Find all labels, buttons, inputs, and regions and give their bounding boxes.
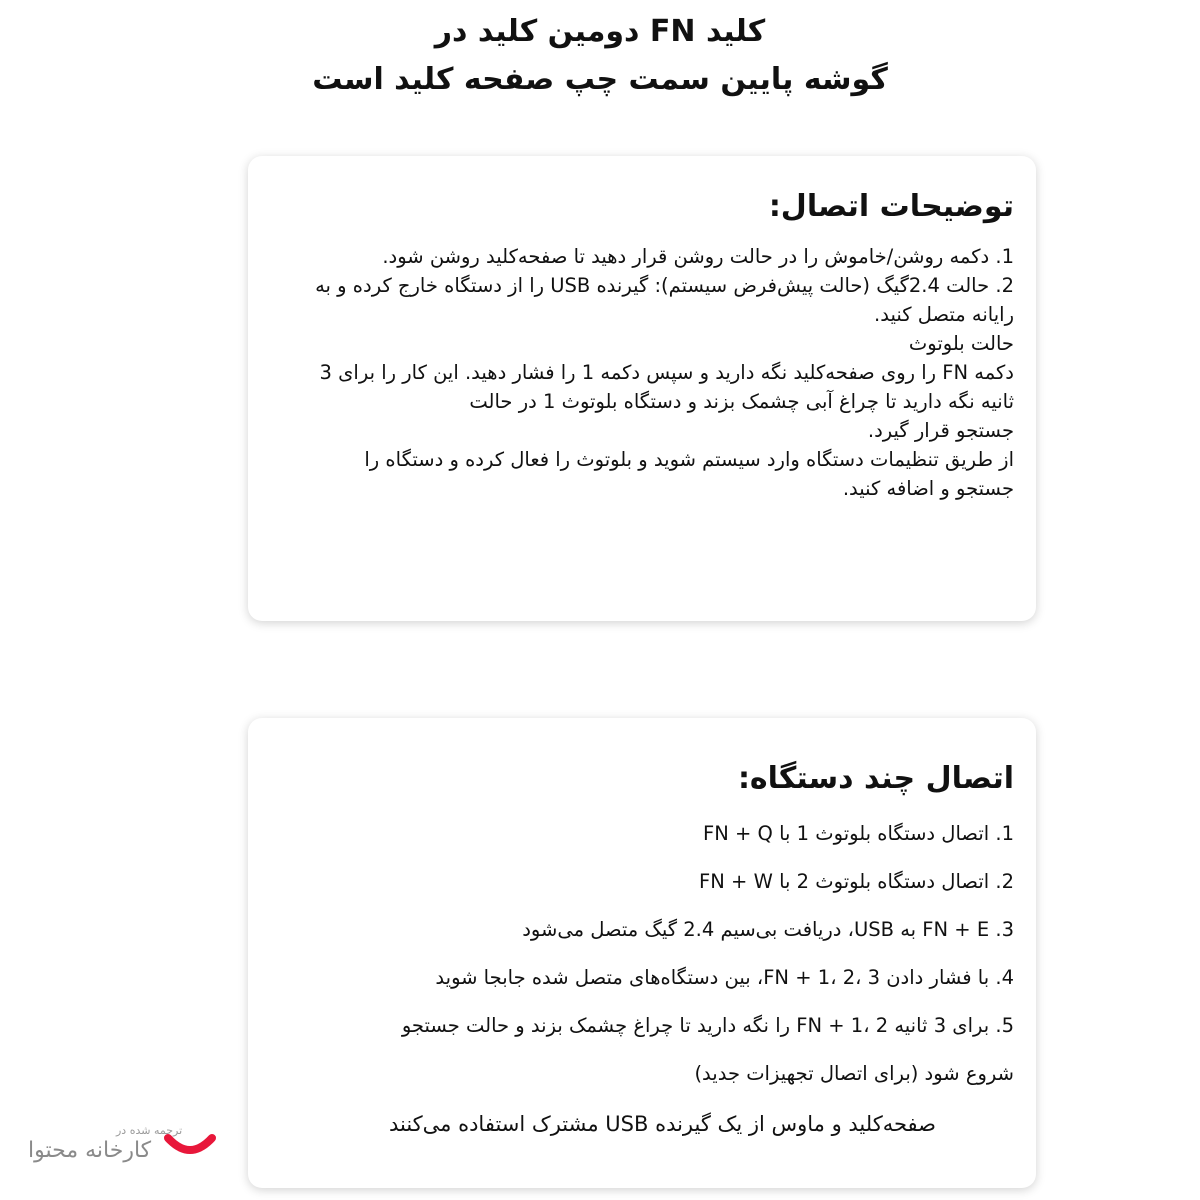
- watermark-brand-text: کارخانه محتوا: [28, 1138, 152, 1163]
- connection-line: جستجو و اضافه کنید.: [842, 477, 1014, 500]
- connection-line: رایانه متصل کنید.: [874, 303, 1014, 326]
- heading-line-1: کلید FN دومین کلید در: [434, 14, 766, 49]
- multi-device-card: [248, 718, 1036, 1188]
- page-heading: [200, 8, 1000, 104]
- multi-device-line: 5. برای 3 ثانیه 2 ،1 + FN را نگه دارید تا چراغ چشمک بزند و حالت جستجو: [401, 1014, 1014, 1037]
- connection-card-title: توضیحات اتصال:: [768, 189, 1014, 224]
- smile-logo-icon: [162, 1128, 218, 1158]
- shared-receiver-note: صفحه‌کلید و ماوس از یک گیرنده USB مشترک استفاده می‌کنند: [388, 1112, 936, 1136]
- multi-device-line: شروع شود (برای اتصال تجهیزات جدید): [694, 1062, 1014, 1085]
- connection-line: ثانیه نگه دارید تا چراغ آبی چشمک بزند و دستگاه بلوتوث 1 در حالت: [469, 390, 1014, 413]
- multi-device-line: 2. اتصال دستگاه بلوتوث 2 با FN + W: [699, 870, 1014, 893]
- heading-line-2: گوشه پایین سمت چپ صفحه کلید است: [312, 62, 888, 97]
- multi-device-line: 4. با فشار دادن 3 ،2 ،1 + FN، بین دستگاه‌های متصل شده جابجا شوید: [435, 966, 1014, 989]
- connection-line: دکمه FN را روی صفحه‌کلید نگه دارید و سپس دکمه 1 را فشار دهید. این کار را برای 3: [319, 361, 1014, 384]
- watermark-small-text: ترجمه شده در: [116, 1124, 183, 1137]
- connection-line: حالت بلوتوث: [908, 332, 1014, 355]
- connection-line: 2. حالت 2.4گیگ (حالت پیش‌فرض سیستم): گیرنده USB را از دستگاه خارج کرده و به: [315, 274, 1014, 297]
- watermark-logo: [28, 1122, 228, 1172]
- connection-instructions-card: [248, 156, 1036, 621]
- connection-line: 1. دکمه روشن/خاموش را در حالت روشن قرار دهید تا صفحه‌کلید روشن شود.: [382, 245, 1014, 268]
- connection-line: جستجو قرار گیرد.: [867, 419, 1014, 442]
- multi-device-card-title: اتصال چند دستگاه:: [737, 761, 1014, 796]
- multi-device-line: 1. اتصال دستگاه بلوتوث 1 با FN + Q: [702, 822, 1014, 845]
- multi-device-line: 3. FN + E به USB، دریافت بی‌سیم 2.4 گیگ متصل می‌شود: [522, 918, 1014, 941]
- connection-line: از طریق تنظیمات دستگاه وارد سیستم شوید و بلوتوث را فعال کرده و دستگاه را: [364, 448, 1014, 471]
